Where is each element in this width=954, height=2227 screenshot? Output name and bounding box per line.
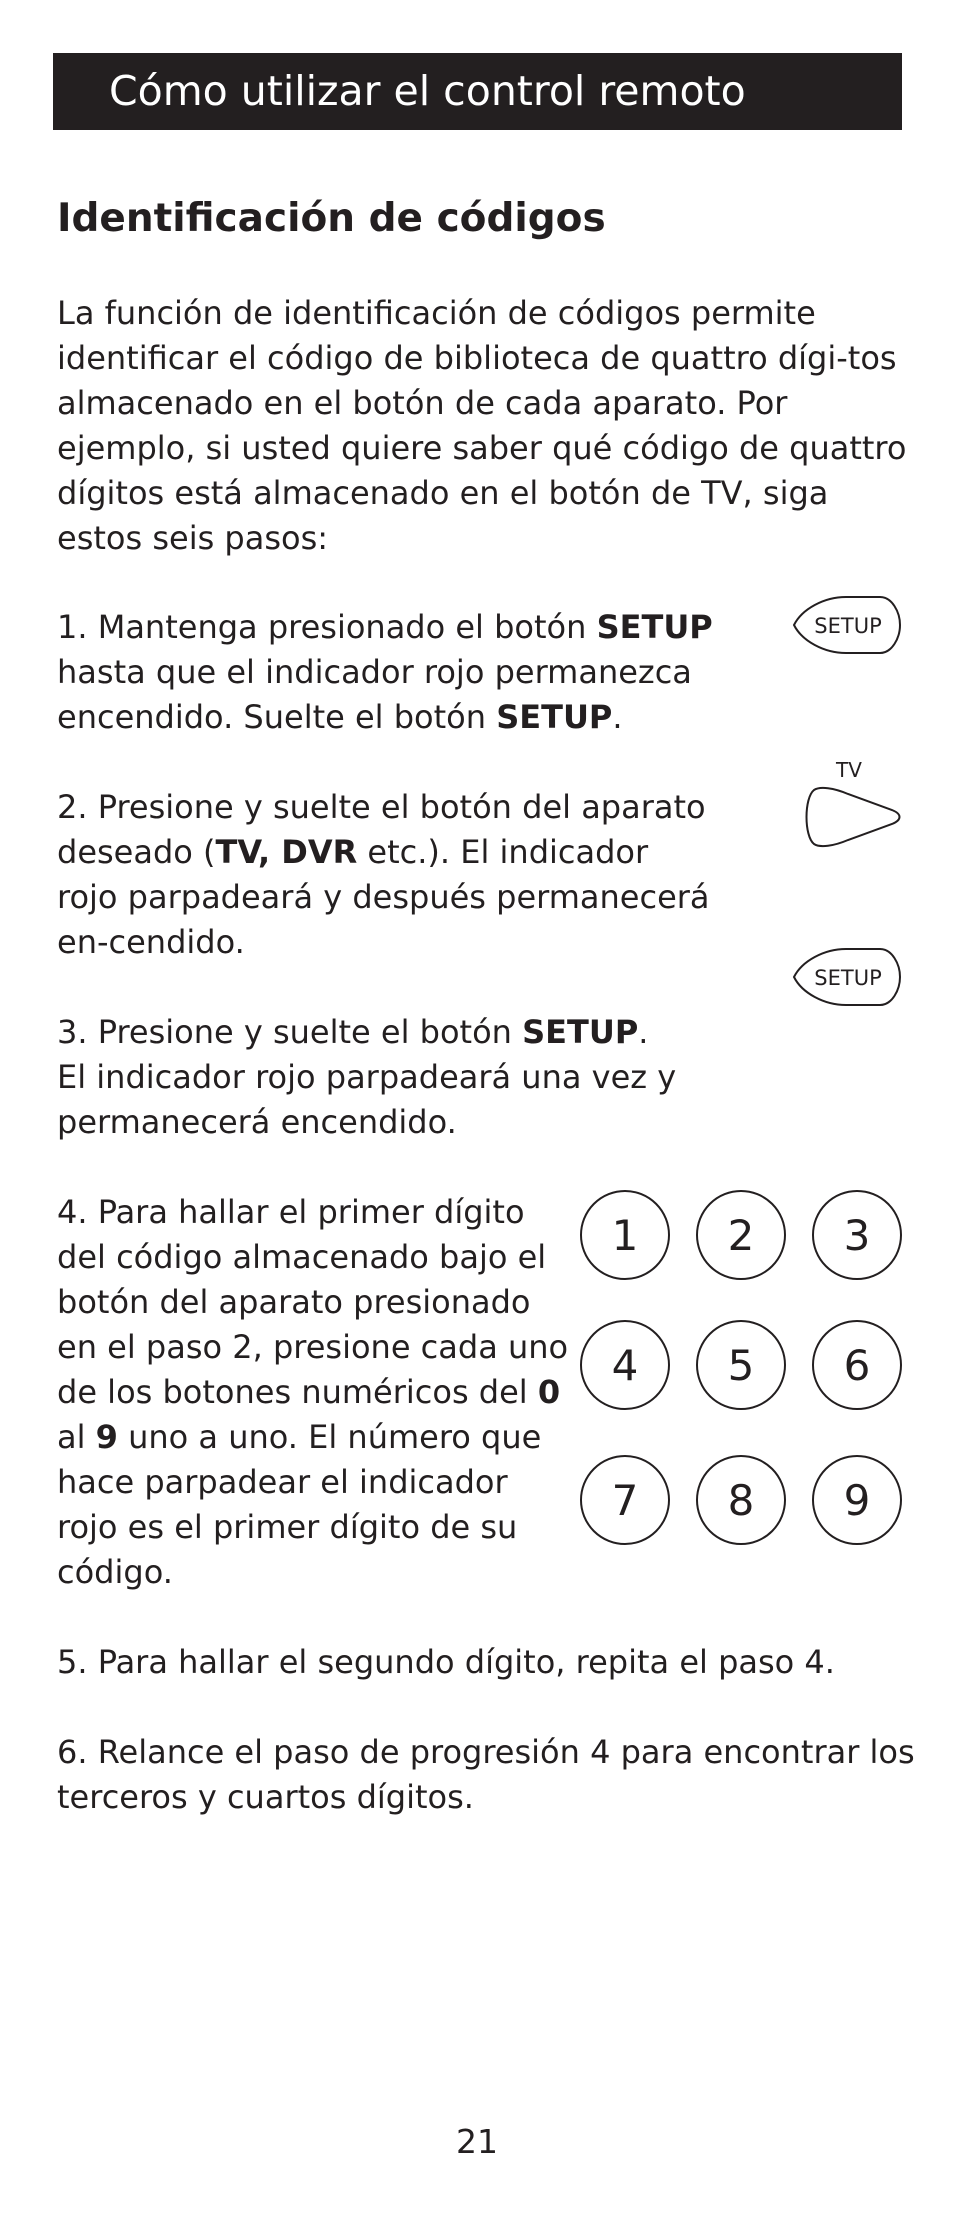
section-title: Identificación de códigos: [57, 196, 606, 241]
step-3: [57, 1010, 677, 1145]
numeric-keypad-illustration: [576, 1180, 908, 1560]
keypad-key-8: 8: [696, 1455, 786, 1545]
setup-button-illustration: [788, 592, 906, 658]
keypad-key-7: 7: [580, 1455, 670, 1545]
intro-paragraph: La función de identificación de códigos permite identificar el código de biblioteca de quattro dígi-tos almacenado en el botón de cada aparato. Por ejemplo, si usted quiere saber qué código de quattro dígitos está almacenado en el botón de TV, siga estos seis pasos:: [57, 294, 907, 557]
keypad-key-6: 6: [812, 1320, 902, 1410]
step-4-text-c: uno a uno. El número que hace parpadear el indicador rojo es el primer dígito de su código.: [57, 1418, 542, 1591]
step-5: 5. Para hallar el segundo dígito, repita el paso 4.: [57, 1643, 835, 1681]
tv-button-outline: [807, 788, 900, 846]
step-2-devices-bold: TV, DVR: [215, 833, 358, 871]
step-1-text-a: 1. Mantenga presionado el botón: [57, 608, 597, 646]
step-2: [57, 785, 717, 965]
step-1-setup-bold: SETUP: [596, 608, 713, 646]
setup-button-illustration-2: [788, 944, 906, 1010]
setup-button-label-2: SETUP: [814, 966, 882, 990]
setup-button-label: SETUP: [814, 614, 882, 638]
header-title: Cómo utilizar el control remoto: [109, 67, 746, 115]
step-2-text-b: etc.). El indicador rojo parpadeará y después permanecerá en-cendido.: [57, 833, 710, 961]
keypad-key-3: 3: [812, 1190, 902, 1280]
step-4: [57, 1190, 577, 1595]
keypad-key-5: 5: [696, 1320, 786, 1410]
keypad-key-4: 4: [580, 1320, 670, 1410]
tv-button-illustration: [800, 782, 908, 852]
step-6: 6. Relance el paso de progresión 4 para encontrar los terceros y cuartos dígitos.: [57, 1733, 915, 1816]
step-3-text-a: 3. Presione y suelte el botón: [57, 1013, 523, 1051]
step-1-setup-bold-2: SETUP: [496, 698, 613, 736]
step-4-text-a: 4. Para hallar el primer dígito del código almacenado bajo el botón del aparato presionado en el paso 2, presione cada uno de los botones numéricos del: [57, 1193, 569, 1411]
step-3-setup-bold: SETUP: [522, 1013, 639, 1051]
step-1-text-b: hasta que el indicador rojo permanezca encendido. Suelte el botón: [57, 653, 692, 736]
page-number: 21: [456, 2122, 498, 2161]
keypad-key-9: 9: [812, 1455, 902, 1545]
page-header-bar: [53, 53, 902, 130]
step-3-text-b: . El indicador rojo parpadeará una vez y permanecerá encendido.: [57, 1013, 677, 1141]
step-1: [57, 605, 717, 740]
keypad-key-1: 1: [580, 1190, 670, 1280]
tv-button-label: TV: [836, 758, 862, 782]
step-4-text-b: al: [57, 1418, 96, 1456]
step-2-text-a: 2. Presione y suelte el botón del aparato deseado (: [57, 788, 706, 871]
keypad-key-2: 2: [696, 1190, 786, 1280]
step-4-zero-bold: 0: [537, 1373, 561, 1411]
step-4-nine-bold: 9: [95, 1418, 118, 1456]
step-1-text-c: .: [612, 698, 623, 736]
